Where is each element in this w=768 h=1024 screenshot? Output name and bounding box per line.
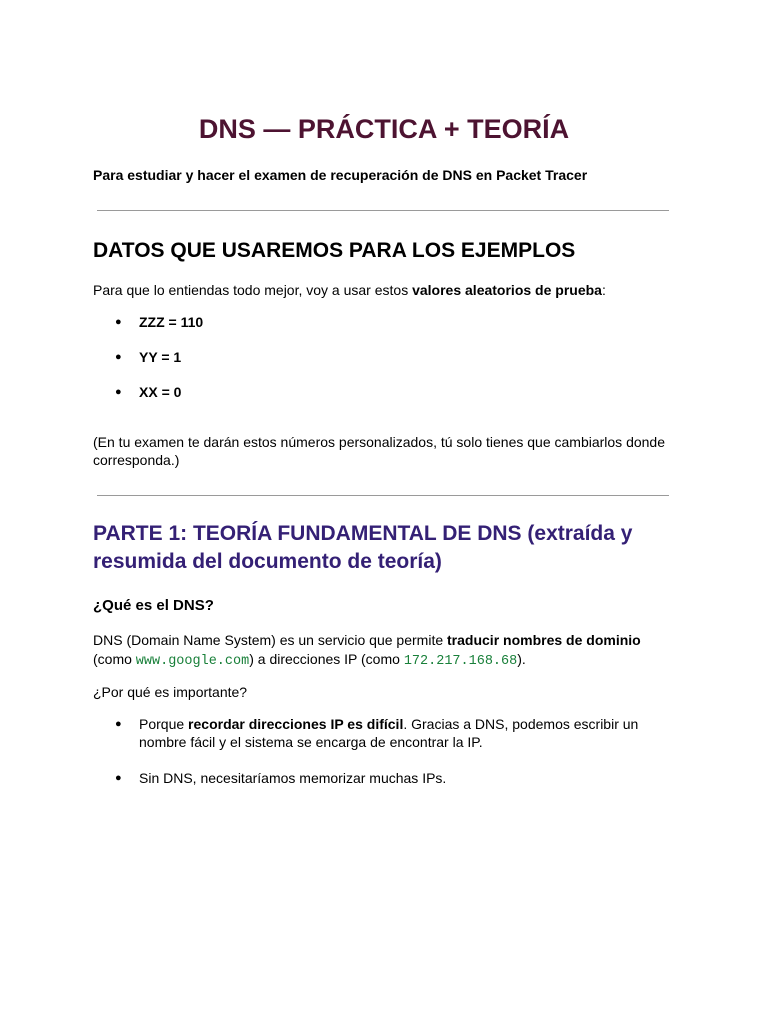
part1-heading: PARTE 1: TEORÍA FUNDAMENTAL DE DNS (extraída y resumida del documento de teoría): [93, 522, 633, 573]
def-text-4: ).: [517, 651, 526, 667]
exam-note-paragraph: (En tu examen te darán estos números personalizados, tú solo tienes que cambiarlos donde corresponda.): [93, 434, 666, 468]
def-text-3: ) a direcciones IP (como: [249, 651, 404, 667]
bullet1-bold: recordar direcciones IP es difícil: [188, 716, 404, 732]
code-ip-example: 172.217.168.68: [403, 654, 518, 669]
section-intro-paragraph: [93, 281, 678, 299]
horizontal-rule: [97, 210, 669, 211]
section-heading-datos: DATOS QUE USAREMOS PARA LOS EJEMPLOS: [93, 239, 576, 262]
intro-bold-text: valores aleatorios de prueba: [412, 282, 602, 298]
document-title: DNS — PRÁCTICA + TEORÍA: [198, 114, 570, 144]
bullet1-suffix: . Gracias a DNS, podemos escribir un nombre fácil y el sistema se encarga de encontrar la IP.: [139, 716, 639, 750]
document-subtitle: Para estudiar y hacer el examen de recuperación de DNS en Packet Tracer: [93, 167, 588, 183]
subheading-que-es-dns: ¿Qué es el DNS?: [93, 597, 214, 614]
value-zzz: ZZZ = 110: [139, 314, 204, 330]
horizontal-rule: [97, 495, 669, 496]
def-text-2: (como: [93, 651, 136, 667]
dns-definition-paragraph: [93, 631, 678, 671]
bullet-sin-dns: Sin DNS, necesitaríamos memorizar muchas IPs.: [139, 770, 447, 786]
importance-question: ¿Por qué es importante?: [93, 684, 248, 700]
def-text: DNS (Domain Name System) es un servicio que permite: [93, 632, 448, 648]
bullet-icon: ●: [115, 351, 122, 363]
intro-suffix: :: [601, 282, 606, 298]
value-xx: XX = 0: [139, 384, 182, 400]
bullet-recordar: [139, 715, 659, 751]
bullet-icon: ●: [115, 772, 122, 784]
bullet-icon: ●: [115, 316, 122, 328]
bullet-icon: ●: [115, 386, 122, 398]
code-domain-example: www.google.com: [135, 654, 250, 669]
bullet-icon: ●: [115, 718, 122, 730]
intro-text: Para que lo entiendas todo mejor, voy a usar estos: [93, 282, 413, 298]
bullet1-prefix: Porque: [139, 716, 189, 732]
value-yy: YY = 1: [139, 349, 182, 365]
def-bold-text: traducir nombres de dominio: [447, 632, 641, 648]
